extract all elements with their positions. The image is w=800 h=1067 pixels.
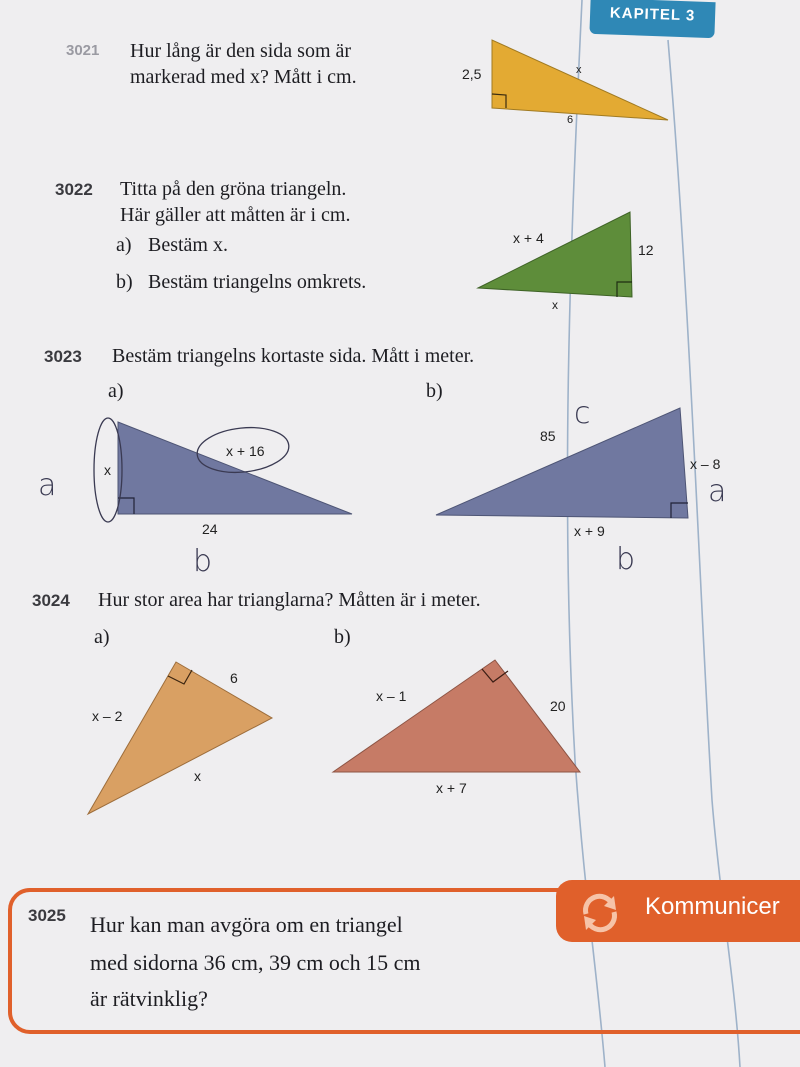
problem-3021-line2: markerad med x? Mått i cm.: [130, 66, 357, 88]
label-3022-right: 12: [638, 242, 654, 258]
label-3023a-left: x: [104, 462, 111, 478]
communicate-icon: [578, 890, 622, 934]
label-3023b-right: x – 8: [690, 456, 721, 472]
problem-3023-number: 3023: [44, 347, 82, 366]
triangle-3022: [478, 212, 632, 297]
label-3023a-hyp: x + 16: [226, 443, 265, 459]
problem-3025-line1: Hur kan man avgöra om en triangel: [90, 912, 403, 937]
triangle-3024b: [333, 660, 580, 772]
problem-3022-number: 3022: [55, 180, 93, 199]
label-3021-left: 2,5: [462, 66, 482, 82]
label-3023a-bottom: 24: [202, 521, 218, 537]
label-3024a-bottom: x: [194, 768, 201, 784]
problem-3022-line1: Titta på den gröna triangeln.: [120, 178, 347, 200]
handwritten-a-3023b: a: [708, 474, 727, 509]
problem-3022-a-text: Bestäm x.: [148, 234, 228, 256]
label-3022-hyp: x + 4: [513, 230, 544, 246]
handwritten-b-3023a: b: [193, 544, 213, 579]
triangle-3023a: [118, 422, 352, 514]
label-3023b-bottom: x + 9: [574, 523, 605, 539]
problem-3025-line3: är rätvinklig?: [90, 986, 208, 1011]
problem-3021-line1: Hur lång är den sida som är: [130, 40, 352, 62]
problem-3023-b-label: b): [426, 380, 443, 402]
problem-3024-b-label: b): [334, 626, 351, 648]
problem-3024-line1: Hur stor area har trianglarna? Måtten är i meter.: [98, 589, 481, 611]
handwritten-a-3023a: a: [38, 468, 57, 503]
label-3021-bottom: 6: [567, 114, 574, 126]
label-3024b-left: x – 1: [376, 688, 407, 704]
chapter-badge: KAPITEL 3: [589, 0, 715, 38]
problem-3024-a-label: a): [94, 626, 110, 648]
problem-3024-number: 3024: [32, 591, 70, 610]
label-3022-bottom: x: [552, 298, 558, 312]
triangle-3023b: [436, 408, 688, 518]
problem-3025-line2: med sidorna 36 cm, 39 cm och 15 cm: [90, 950, 421, 975]
triangle-3024a: [88, 662, 272, 814]
label-3024a-left: x – 2: [92, 708, 123, 724]
label-3023b-hyp: 85: [540, 428, 556, 444]
problem-3022-line2: Här gäller att måtten är i cm.: [120, 204, 351, 226]
problem-3023-line1: Bestäm triangelns kortaste sida. Mått i meter.: [112, 345, 475, 367]
handwritten-b-3023b: b: [616, 542, 636, 577]
kommunicera-label: Kommunicer: [645, 893, 780, 920]
problem-3025-number: 3025: [28, 906, 66, 925]
problem-3021-number: 3021: [66, 42, 100, 59]
problem-3022-a-label: a): [116, 234, 132, 256]
label-3024b-bottom: x + 7: [436, 780, 467, 796]
label-3024a-top: 6: [230, 670, 238, 686]
problem-3023-a-label: a): [108, 380, 124, 402]
label-3024b-right: 20: [550, 698, 566, 714]
problem-3022-b-text: Bestäm triangelns omkrets.: [148, 271, 367, 293]
problem-3022-b-label: b): [116, 271, 133, 293]
label-3021-hyp: x: [576, 64, 582, 76]
handwritten-c-3023b: c: [574, 396, 591, 431]
